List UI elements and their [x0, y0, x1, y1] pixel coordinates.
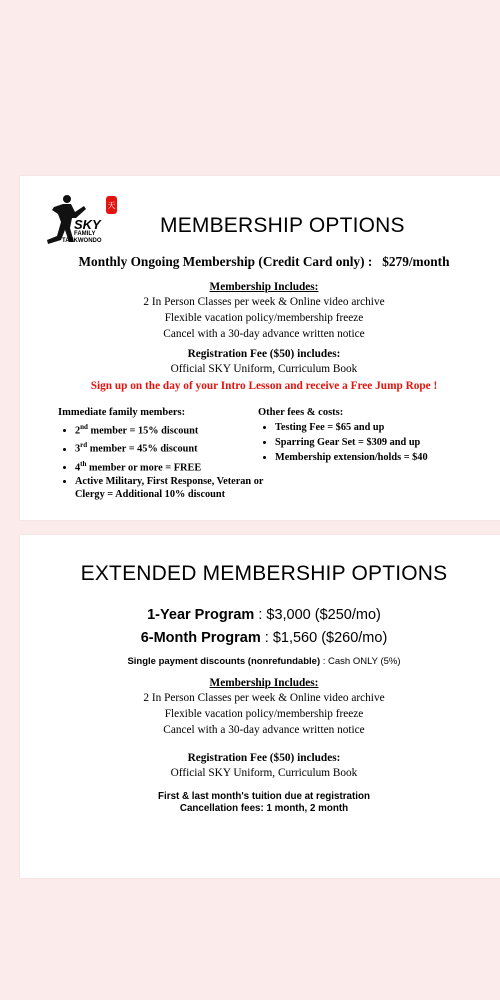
program-1-year-label: 1-Year Program [147, 607, 255, 623]
family-item: • 3rd member = 45% discount [75, 438, 268, 456]
monthly-price: $279/month [382, 254, 450, 269]
fee-item: • Testing Fee = $65 and up [275, 420, 458, 435]
family-item: • 2nd member = 15% discount [75, 420, 268, 438]
registration-items-2: Official SKY Uniform, Curriculum Book [170, 767, 358, 779]
includes-heading: Membership Includes: [209, 281, 319, 293]
other-fees [258, 405, 458, 465]
extended-title: EXTENDED MEMBERSHIP OPTIONS [80, 562, 448, 585]
logo-taekwondo-text: TAEKWONDO [62, 238, 102, 244]
fee-item: • Sparring Gear Set = $309 and up [275, 435, 458, 450]
fees-heading: Other fees & costs: [258, 407, 344, 418]
program-6-month-price: : $1,560 ($260/mo) [260, 630, 388, 646]
family-discounts [58, 405, 268, 501]
monthly-membership-label: Monthly Ongoing Membership (Credit Card only) : [78, 254, 373, 269]
include-item: Cancel with a 30-day advance written notice [163, 724, 365, 736]
program-1-year [20, 607, 500, 623]
logo-sky-text: SKY [74, 217, 101, 232]
family-heading: Immediate family members: [58, 407, 186, 418]
fee-item: • Membership extension/holds = $40 [275, 450, 458, 465]
program-1-year-price: : $3,000 ($250/mo) [254, 607, 381, 623]
program-6-month-label: 6-Month Program [140, 630, 261, 646]
family-item: • Active Military, First Response, Veteran or Clergy = Additional 10% discount [75, 475, 268, 501]
monthly-membership-line [20, 254, 500, 270]
cancellation-note: Cancellation fees: 1 month, 2 month [179, 803, 349, 814]
logo-family-text: FAMILY [74, 231, 96, 237]
registration-heading: Registration Fee ($50) includes: [187, 348, 341, 360]
include-item: Flexible vacation policy/membership freeze [164, 708, 364, 720]
registration-items: Official SKY Uniform, Curriculum Book [170, 363, 358, 375]
sky-family-taekwondo-logo [44, 192, 126, 250]
membership-options-card [20, 176, 500, 520]
includes-heading-2: Membership Includes: [209, 677, 319, 689]
promo-text: Sign up on the day of your Intro Lesson and receive a Free Jump Rope ! [90, 380, 438, 392]
tuition-note: First & last month's tuition due at registration [158, 791, 370, 802]
include-item: 2 In Person Classes per week & Online video archive [143, 296, 385, 308]
family-item: • 4th member or more = FREE [75, 457, 268, 475]
include-item: Cancel with a 30-day advance written notice [163, 328, 365, 340]
registration-heading-2: Registration Fee ($50) includes: [187, 752, 341, 764]
program-6-month [20, 630, 500, 646]
extended-membership-card [20, 535, 500, 878]
include-item: 2 In Person Classes per week & Online video archive [143, 692, 385, 704]
single-payment-discount: Single payment discounts (nonrefundable) : Cash ONLY (5%) [127, 656, 401, 667]
svg-text:天: 天 [107, 201, 116, 210]
include-item: Flexible vacation policy/membership freeze [164, 312, 364, 324]
page-title: MEMBERSHIP OPTIONS [160, 214, 405, 237]
